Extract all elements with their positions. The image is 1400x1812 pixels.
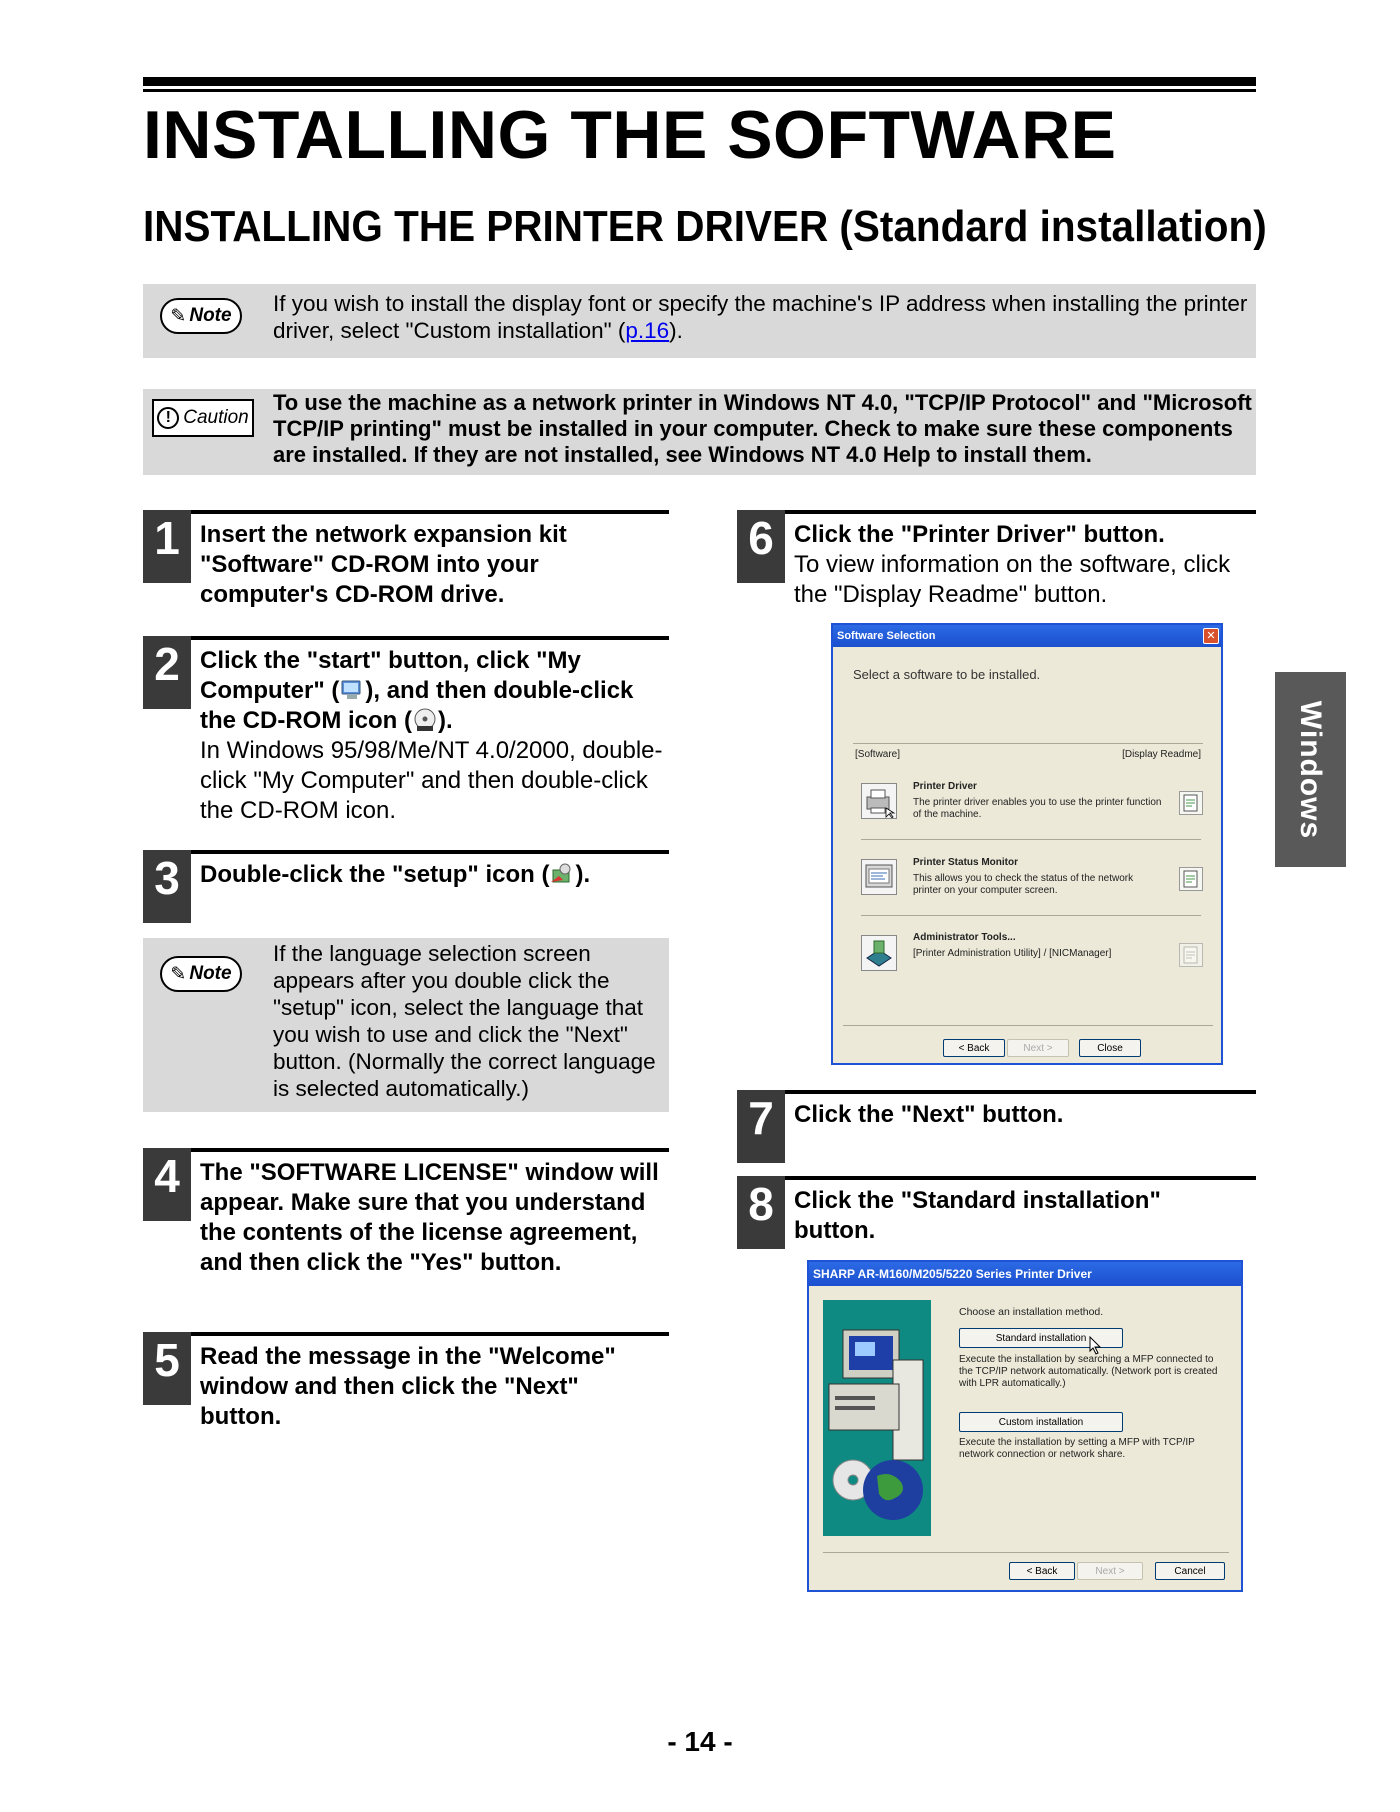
admin-tools-icon[interactable]	[861, 935, 897, 971]
item-name: Printer Driver	[913, 781, 977, 792]
exclamation-icon: !	[157, 407, 179, 429]
step-1	[143, 510, 669, 620]
software-selection-dialog	[831, 623, 1223, 1065]
dialog-title: SHARP AR-M160/M205/5220 Series Printer Driver	[813, 1267, 1092, 1281]
dialog-prompt: Choose an installation method.	[959, 1306, 1104, 1318]
step-7	[737, 1090, 1256, 1170]
custom-installation-desc: Execute the installation by setting a MFP with TCP/IP network connection or network share.	[959, 1437, 1195, 1460]
my-computer-icon	[339, 678, 365, 702]
step-number: 1	[143, 510, 191, 583]
step-8	[737, 1176, 1256, 1256]
note-text: If the language selection screen appears after you double click the "setup" icon, select the language that you wish to use and click the "Next" button. (Normally the correct language is selected automatically.)	[273, 941, 656, 1101]
divider	[853, 743, 1203, 744]
caution-box	[143, 389, 1256, 475]
header-rule-thin	[143, 89, 1256, 92]
step-bold: ).	[437, 707, 453, 734]
dialog-titlebar	[809, 1262, 1241, 1286]
divider	[843, 1025, 1213, 1026]
column-software: [Software]	[855, 749, 901, 760]
step-rule	[143, 1148, 669, 1152]
dialog-prompt: Select a software to be installed.	[853, 667, 1041, 682]
cancel-button[interactable]: Cancel	[1155, 1562, 1225, 1580]
note-text	[273, 290, 1248, 344]
caution-badge	[152, 399, 254, 437]
status-monitor-icon[interactable]	[861, 859, 897, 895]
divider	[861, 839, 1201, 840]
next-button[interactable]: Next >	[1007, 1039, 1069, 1057]
step-rule	[143, 850, 669, 854]
step-text	[794, 520, 1254, 610]
cd-rom-icon	[412, 708, 438, 732]
next-button[interactable]: Next >	[1077, 1562, 1143, 1580]
caution-text: To use the machine as a network printer in Windows NT 4.0, "TCP/IP Protocol" and "Microsoft TCP/IP printing" must be installed in your computer. Check to make sure these components are installed. If they are not installed, see Windows NT 4.0 Help to install them.	[273, 390, 1252, 467]
step-number: 8	[737, 1176, 785, 1249]
back-button[interactable]: < Back	[1009, 1562, 1075, 1580]
item-desc: The printer driver enables you to use the printer function of the machine.	[913, 797, 1162, 820]
standard-installation-desc: Execute the installation by searching a MFP connected to the TCP/IP network automatically. (Network port is created with LPR automatically.)	[959, 1354, 1218, 1389]
step-detail: To view information on the software, click the "Display Readme" button.	[794, 551, 1231, 608]
note-box	[143, 284, 1256, 358]
step-number: 3	[143, 850, 191, 923]
section-title: INSTALLING THE PRINTER DRIVER (Standard installation)	[143, 202, 1267, 251]
note-box	[143, 938, 669, 1112]
back-button[interactable]: < Back	[943, 1039, 1005, 1057]
setup-icon	[549, 862, 575, 886]
step-number: 6	[737, 510, 785, 583]
step-number: 5	[143, 1332, 191, 1405]
close-button[interactable]: Close	[1079, 1039, 1141, 1057]
readme-icon[interactable]	[1179, 943, 1203, 967]
step-bold: Click the "start" button, click "My Computer" (	[200, 647, 581, 704]
step-detail: In Windows 95/98/Me/NT 4.0/2000, double-click "My Computer" and then double-click the CD-ROM icon.	[200, 737, 663, 824]
step-rule	[143, 636, 669, 640]
divider	[823, 1552, 1229, 1553]
printer-driver-dialog	[807, 1260, 1243, 1592]
windows-side-tab	[1275, 672, 1346, 867]
readme-icon[interactable]	[1179, 867, 1203, 891]
note-label: Note	[189, 963, 232, 984]
item-desc: [Printer Administration Utility] / [NICManager]	[913, 948, 1112, 959]
note-badge	[160, 956, 242, 992]
page-title: INSTALLING THE SOFTWARE	[143, 97, 1117, 173]
step-number: 2	[143, 636, 191, 709]
step-bold: ), and then double-click the CD-ROM icon (	[200, 677, 634, 734]
step-2	[143, 636, 669, 836]
note-badge	[160, 298, 242, 334]
printer-driver-icon[interactable]	[861, 783, 897, 819]
step-5	[143, 1332, 669, 1442]
item-name: Administrator Tools...	[913, 932, 1016, 943]
step-6	[737, 510, 1256, 620]
readme-icon[interactable]	[1179, 791, 1203, 815]
divider	[861, 915, 1201, 916]
dialog-titlebar	[833, 625, 1221, 647]
page-link[interactable]: p.16	[625, 318, 670, 343]
item-name: Printer Status Monitor	[913, 857, 1019, 868]
custom-installation-button[interactable]: Custom installation	[959, 1412, 1123, 1432]
step-text: Click the "Next" button.	[794, 1101, 1064, 1128]
note-body: If you wish to install the display font or specify the machine's IP address when installing the printer driver, select "Custom installation" (	[273, 291, 1248, 343]
step-text: The "SOFTWARE LICENSE" window will appear. Make sure that you understand the contents of the license agreement, and then click the "Yes" button.	[200, 1159, 659, 1276]
step-text: Insert the network expansion kit "Software" CD-ROM into your computer's CD-ROM drive.	[200, 521, 567, 608]
step-number: 7	[737, 1090, 785, 1163]
step-text	[200, 860, 660, 890]
note-label: Note	[189, 305, 232, 326]
dialog-title: Software Selection	[837, 630, 936, 642]
step-rule	[143, 510, 669, 514]
pencil-icon: ✎	[170, 305, 187, 327]
cursor-icon	[1089, 1336, 1103, 1356]
note-end: ).	[669, 318, 683, 343]
item-desc: This allows you to check the status of the network printer on your computer screen.	[913, 873, 1134, 896]
step-rule	[737, 510, 1256, 514]
column-readme: [Display Readme]	[1122, 749, 1201, 760]
computer-illustration	[823, 1300, 931, 1536]
page-number: - 14 -	[667, 1726, 733, 1757]
caution-label: Caution	[183, 407, 249, 428]
step-rule	[143, 1332, 669, 1336]
pencil-icon: ✎	[170, 963, 187, 985]
step-rule	[737, 1176, 1256, 1180]
side-tab-label: Windows	[1294, 700, 1328, 839]
step-bold: Double-click the "setup" icon (	[200, 861, 550, 888]
step-3	[143, 850, 669, 930]
step-number: 4	[143, 1148, 191, 1221]
step-bold: ).	[575, 861, 591, 888]
close-icon[interactable]: ✕	[1203, 628, 1219, 644]
standard-installation-button[interactable]: Standard installation	[959, 1328, 1123, 1348]
step-text: Read the message in the "Welcome" window and then click the "Next" button.	[200, 1343, 616, 1430]
step-4	[143, 1148, 669, 1308]
step-rule	[737, 1090, 1256, 1094]
step-bold: Click the "Printer Driver" button.	[794, 521, 1165, 548]
step-text	[200, 646, 670, 826]
header-rule-thick	[143, 77, 1256, 86]
step-text: Click the "Standard installation" button.	[794, 1187, 1161, 1244]
